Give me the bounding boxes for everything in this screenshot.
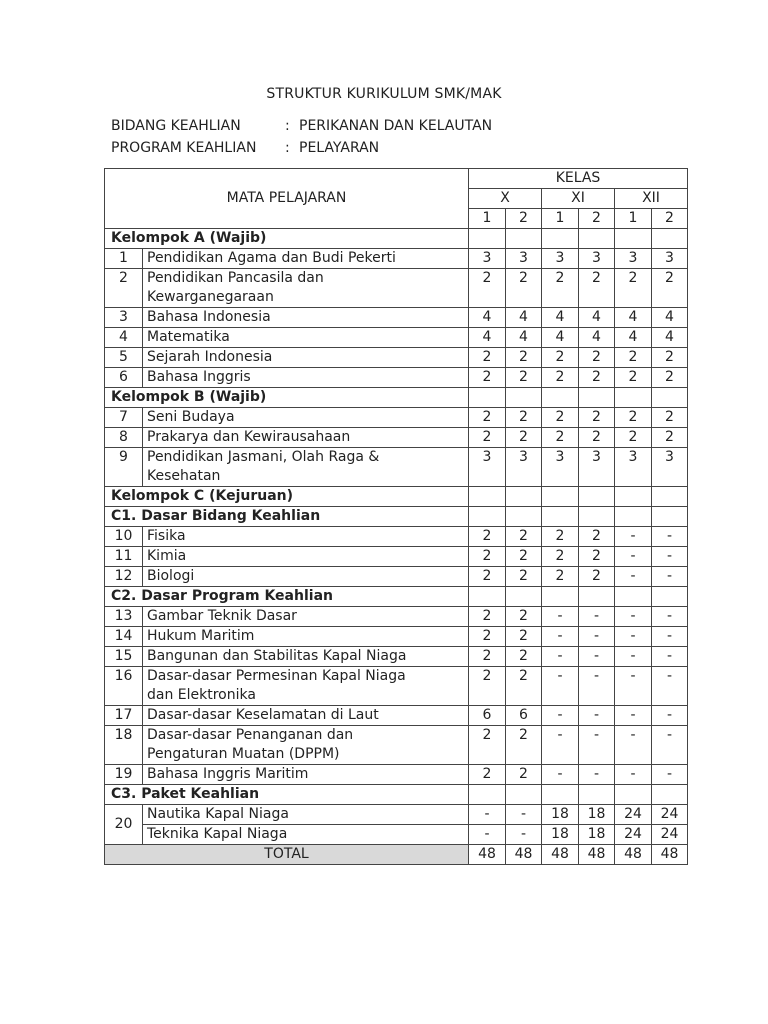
hours-cell: 2 (506, 408, 542, 428)
hours-cell: 2 (469, 765, 506, 785)
subject-line: Bahasa Inggris (147, 369, 251, 385)
group-row (105, 785, 688, 805)
total-value: 48 (652, 845, 688, 865)
group-row (105, 388, 688, 408)
header-semester: 2 (652, 209, 688, 229)
hours-cell: - (542, 726, 579, 765)
subject-line: Matematika (147, 329, 230, 345)
subject-row (105, 825, 688, 845)
row-number: 19 (105, 765, 143, 785)
row-number: 2 (105, 269, 143, 308)
hours-cell: - (506, 805, 542, 825)
subject-name (143, 627, 469, 647)
group-label: Kelompok A (Wajib) (105, 229, 469, 249)
row-number: 9 (105, 448, 143, 487)
header-semester: 2 (506, 209, 542, 229)
hours-cell: - (652, 547, 688, 567)
hours-cell: 2 (579, 368, 615, 388)
subject-name (143, 607, 469, 627)
hours-cell: 2 (579, 428, 615, 448)
group-label: C3. Paket Keahlian (105, 785, 469, 805)
subject-line: Pendidikan Jasmani, Olah Raga & (147, 449, 380, 465)
program-colon: : (285, 140, 290, 156)
hours-cell: 3 (579, 448, 615, 487)
document-title: STRUKTUR KURIKULUM SMK/MAK (266, 86, 502, 102)
hours-cell: 2 (579, 547, 615, 567)
empty-cell (506, 587, 542, 607)
hours-cell: - (652, 706, 688, 726)
hours-cell: 24 (615, 805, 652, 825)
hours-cell: 2 (652, 368, 688, 388)
hours-cell: 2 (542, 408, 579, 428)
hours-cell: 4 (615, 308, 652, 328)
subject-name (143, 805, 469, 825)
empty-cell (469, 487, 506, 507)
empty-cell (615, 507, 652, 527)
subject-name (143, 368, 469, 388)
hours-cell: 2 (652, 428, 688, 448)
empty-cell (469, 507, 506, 527)
hours-cell: - (652, 667, 688, 706)
hours-cell: 24 (615, 825, 652, 845)
bidang-label: BIDANG KEAHLIAN (111, 118, 241, 134)
subject-row (105, 647, 688, 667)
subject-name (143, 647, 469, 667)
empty-cell (542, 587, 579, 607)
hours-cell: 4 (615, 328, 652, 348)
hours-cell: 2 (506, 765, 542, 785)
subject-name (143, 706, 469, 726)
hours-cell: 2 (579, 567, 615, 587)
header-semester: 1 (615, 209, 652, 229)
hours-cell: 2 (469, 348, 506, 368)
subject-row (105, 308, 688, 328)
hours-cell: 2 (615, 348, 652, 368)
hours-cell: - (579, 706, 615, 726)
subject-row (105, 667, 688, 706)
hours-cell: 2 (542, 269, 579, 308)
subject-line: Bangunan dan Stabilitas Kapal Niaga (147, 648, 407, 664)
hours-cell: 2 (579, 527, 615, 547)
hours-cell: - (615, 567, 652, 587)
subject-row (105, 726, 688, 765)
empty-cell (652, 587, 688, 607)
empty-cell (542, 487, 579, 507)
subject-line: Pengaturan Muatan (DPPM) (147, 746, 340, 762)
hours-cell: 4 (579, 328, 615, 348)
subject-name (143, 249, 469, 269)
hours-cell: - (652, 627, 688, 647)
subject-row (105, 567, 688, 587)
hours-cell: 2 (506, 567, 542, 587)
empty-cell (506, 388, 542, 408)
hours-cell: 2 (542, 368, 579, 388)
subject-row (105, 269, 688, 308)
row-number: 13 (105, 607, 143, 627)
hours-cell: - (542, 765, 579, 785)
hours-cell: - (579, 667, 615, 706)
program-label: PROGRAM KEAHLIAN (111, 140, 257, 156)
hours-cell: 2 (615, 269, 652, 308)
empty-cell (579, 785, 615, 805)
total-value: 48 (469, 845, 506, 865)
hours-cell: - (506, 825, 542, 845)
subject-line: Kimia (147, 548, 187, 564)
header-semester: 1 (469, 209, 506, 229)
subject-line: Teknika Kapal Niaga (147, 826, 288, 842)
header-row-kelas (105, 169, 688, 189)
hours-cell: 4 (542, 308, 579, 328)
hours-cell: 2 (506, 607, 542, 627)
hours-cell: 2 (469, 408, 506, 428)
hours-cell: 4 (542, 328, 579, 348)
hours-cell: 3 (469, 448, 506, 487)
hours-cell: - (579, 765, 615, 785)
group-label: C1. Dasar Bidang Keahlian (105, 507, 469, 527)
subject-row (105, 368, 688, 388)
row-number: 20 (105, 805, 143, 845)
hours-cell: 3 (652, 448, 688, 487)
header-semester: 1 (542, 209, 579, 229)
hours-cell: 3 (579, 249, 615, 269)
hours-cell: 2 (615, 408, 652, 428)
row-number: 5 (105, 348, 143, 368)
hours-cell: - (652, 607, 688, 627)
empty-cell (652, 388, 688, 408)
empty-cell (542, 229, 579, 249)
hours-cell: 2 (469, 527, 506, 547)
hours-cell: 6 (469, 706, 506, 726)
empty-cell (652, 229, 688, 249)
bidang-colon: : (285, 118, 290, 134)
group-row (105, 587, 688, 607)
subject-name (143, 667, 469, 706)
hours-cell: - (579, 607, 615, 627)
hours-cell: 2 (469, 567, 506, 587)
subject-line: Biologi (147, 568, 195, 584)
subject-row (105, 249, 688, 269)
program-value: PELAYARAN (299, 140, 380, 156)
hours-cell: - (542, 607, 579, 627)
empty-cell (469, 388, 506, 408)
subject-line: Pendidikan Pancasila dan (147, 270, 324, 286)
program-keahlian-line (111, 140, 379, 156)
empty-cell (615, 388, 652, 408)
total-row (105, 845, 688, 865)
empty-cell (506, 487, 542, 507)
subject-name (143, 527, 469, 547)
subject-name (143, 348, 469, 368)
empty-cell (579, 229, 615, 249)
hours-cell: 2 (469, 269, 506, 308)
curriculum-table (104, 168, 688, 865)
hours-cell: - (542, 627, 579, 647)
row-number: 8 (105, 428, 143, 448)
subject-row (105, 547, 688, 567)
hours-cell: - (652, 647, 688, 667)
subject-line: dan Elektronika (147, 687, 256, 703)
empty-cell (652, 785, 688, 805)
hours-cell: 2 (506, 667, 542, 706)
hours-cell: 2 (469, 607, 506, 627)
subject-name (143, 408, 469, 428)
hours-cell: - (652, 726, 688, 765)
subject-row (105, 428, 688, 448)
subject-line: Seni Budaya (147, 409, 235, 425)
hours-cell: 2 (469, 726, 506, 765)
curriculum-body (105, 229, 688, 845)
subject-row (105, 627, 688, 647)
subject-name (143, 448, 469, 487)
hours-cell: 2 (506, 726, 542, 765)
empty-cell (469, 229, 506, 249)
hours-cell: 2 (506, 269, 542, 308)
empty-cell (615, 785, 652, 805)
hours-cell: - (615, 607, 652, 627)
group-label: Kelompok B (Wajib) (105, 388, 469, 408)
subject-name (143, 308, 469, 328)
group-label: Kelompok C (Kejuruan) (105, 487, 469, 507)
hours-cell: 3 (506, 448, 542, 487)
hours-cell: - (542, 667, 579, 706)
hours-cell: 3 (652, 249, 688, 269)
subject-line: Bahasa Indonesia (147, 309, 271, 325)
empty-cell (579, 587, 615, 607)
hours-cell: 3 (469, 249, 506, 269)
hours-cell: 2 (506, 647, 542, 667)
hours-cell: - (615, 527, 652, 547)
row-number: 1 (105, 249, 143, 269)
hours-cell: 2 (506, 547, 542, 567)
empty-cell (506, 785, 542, 805)
hours-cell: 2 (506, 348, 542, 368)
subject-row (105, 348, 688, 368)
subject-line: Bahasa Inggris Maritim (147, 766, 309, 782)
hours-cell: 4 (506, 308, 542, 328)
hours-cell: 3 (542, 249, 579, 269)
subject-line: Fisika (147, 528, 186, 544)
hours-cell: - (579, 647, 615, 667)
hours-cell: - (579, 726, 615, 765)
group-label: C2. Dasar Program Keahlian (105, 587, 469, 607)
subject-row (105, 448, 688, 487)
hours-cell: - (652, 567, 688, 587)
row-number: 18 (105, 726, 143, 765)
hours-cell: 2 (579, 348, 615, 368)
subject-name (143, 825, 469, 845)
subject-name (143, 428, 469, 448)
hours-cell: 2 (506, 527, 542, 547)
subject-line: Hukum Maritim (147, 628, 255, 644)
hours-cell: - (469, 805, 506, 825)
hours-cell: - (652, 527, 688, 547)
hours-cell: 3 (542, 448, 579, 487)
empty-cell (652, 507, 688, 527)
header-grade: XI (542, 189, 615, 209)
empty-cell (615, 229, 652, 249)
empty-cell (579, 388, 615, 408)
subject-row (105, 805, 688, 825)
hours-cell: 4 (579, 308, 615, 328)
hours-cell: 18 (542, 805, 579, 825)
subject-row (105, 328, 688, 348)
subject-name (143, 765, 469, 785)
subject-line: Kewarganegaraan (147, 289, 274, 305)
row-number: 14 (105, 627, 143, 647)
row-number: 16 (105, 667, 143, 706)
hours-cell: - (542, 647, 579, 667)
hours-cell: - (615, 547, 652, 567)
row-number: 11 (105, 547, 143, 567)
empty-cell (469, 587, 506, 607)
subject-line: Sejarah Indonesia (147, 349, 273, 365)
subject-line: Pendidikan Agama dan Budi Pekerti (147, 250, 396, 266)
subject-name (143, 547, 469, 567)
subject-name (143, 269, 469, 308)
hours-cell: 2 (652, 269, 688, 308)
hours-cell: 18 (542, 825, 579, 845)
hours-cell: - (615, 647, 652, 667)
hours-cell: 24 (652, 825, 688, 845)
hours-cell: - (469, 825, 506, 845)
subject-line: Dasar-dasar Keselamatan di Laut (147, 707, 379, 723)
hours-cell: 2 (652, 408, 688, 428)
row-number: 12 (105, 567, 143, 587)
empty-cell (652, 487, 688, 507)
bidang-value: PERIKANAN DAN KELAUTAN (299, 118, 493, 134)
header-grade: XII (615, 189, 688, 209)
hours-cell: 2 (469, 428, 506, 448)
row-number: 4 (105, 328, 143, 348)
empty-cell (506, 507, 542, 527)
subject-line: Prakarya dan Kewirausahaan (147, 429, 351, 445)
header-subject: MATA PELAJARAN (105, 169, 469, 229)
hours-cell: 2 (652, 348, 688, 368)
row-number: 7 (105, 408, 143, 428)
hours-cell: - (652, 765, 688, 785)
empty-cell (579, 507, 615, 527)
bidang-keahlian-line (111, 118, 492, 134)
hours-cell: 2 (579, 269, 615, 308)
row-number: 3 (105, 308, 143, 328)
total-value: 48 (542, 845, 579, 865)
empty-cell (542, 388, 579, 408)
hours-cell: 2 (469, 627, 506, 647)
hours-cell: 3 (506, 249, 542, 269)
hours-cell: 18 (579, 805, 615, 825)
total-value: 48 (506, 845, 542, 865)
hours-cell: - (615, 765, 652, 785)
subject-row (105, 607, 688, 627)
group-row (105, 229, 688, 249)
empty-cell (506, 229, 542, 249)
subject-line: Kesehatan (147, 468, 221, 484)
total-label: TOTAL (105, 845, 469, 865)
hours-cell: 2 (469, 547, 506, 567)
empty-cell (615, 487, 652, 507)
hours-cell: 24 (652, 805, 688, 825)
group-row (105, 507, 688, 527)
hours-cell: 4 (652, 328, 688, 348)
hours-cell: 18 (579, 825, 615, 845)
hours-cell: 2 (579, 408, 615, 428)
hours-cell: 3 (615, 448, 652, 487)
total-value: 48 (615, 845, 652, 865)
hours-cell: - (615, 667, 652, 706)
hours-cell: 2 (469, 647, 506, 667)
header-grade: X (469, 189, 542, 209)
empty-cell (542, 785, 579, 805)
empty-cell (469, 785, 506, 805)
group-row (105, 487, 688, 507)
empty-cell (615, 587, 652, 607)
empty-cell (542, 507, 579, 527)
hours-cell: 2 (542, 527, 579, 547)
subject-line: Dasar-dasar Permesinan Kapal Niaga (147, 668, 406, 684)
hours-cell: 2 (469, 368, 506, 388)
hours-cell: 2 (469, 667, 506, 706)
hours-cell: - (615, 627, 652, 647)
subject-row (105, 765, 688, 785)
subject-line: Dasar-dasar Penanganan dan (147, 727, 354, 743)
hours-cell: 2 (542, 348, 579, 368)
row-number: 15 (105, 647, 143, 667)
subject-row (105, 408, 688, 428)
hours-cell: - (542, 706, 579, 726)
hours-cell: 4 (469, 308, 506, 328)
hours-cell: - (615, 726, 652, 765)
empty-cell (579, 487, 615, 507)
subject-name (143, 328, 469, 348)
header-kelas: KELAS (469, 169, 688, 189)
subject-row (105, 706, 688, 726)
hours-cell: 2 (506, 428, 542, 448)
row-number: 17 (105, 706, 143, 726)
hours-cell: 3 (615, 249, 652, 269)
hours-cell: - (615, 706, 652, 726)
row-number: 6 (105, 368, 143, 388)
hours-cell: 2 (506, 627, 542, 647)
row-number: 10 (105, 527, 143, 547)
hours-cell: 2 (542, 547, 579, 567)
hours-cell: 6 (506, 706, 542, 726)
hours-cell: 2 (506, 368, 542, 388)
hours-cell: 2 (542, 567, 579, 587)
hours-cell: 4 (506, 328, 542, 348)
header-semester: 2 (579, 209, 615, 229)
subject-name (143, 726, 469, 765)
subject-line: Gambar Teknik Dasar (147, 608, 297, 624)
subject-row (105, 527, 688, 547)
hours-cell: 2 (615, 428, 652, 448)
hours-cell: 4 (469, 328, 506, 348)
hours-cell: - (579, 627, 615, 647)
hours-cell: 2 (542, 428, 579, 448)
hours-cell: 4 (652, 308, 688, 328)
subject-name (143, 567, 469, 587)
subject-line: Nautika Kapal Niaga (147, 806, 289, 822)
hours-cell: 2 (615, 368, 652, 388)
total-value: 48 (579, 845, 615, 865)
